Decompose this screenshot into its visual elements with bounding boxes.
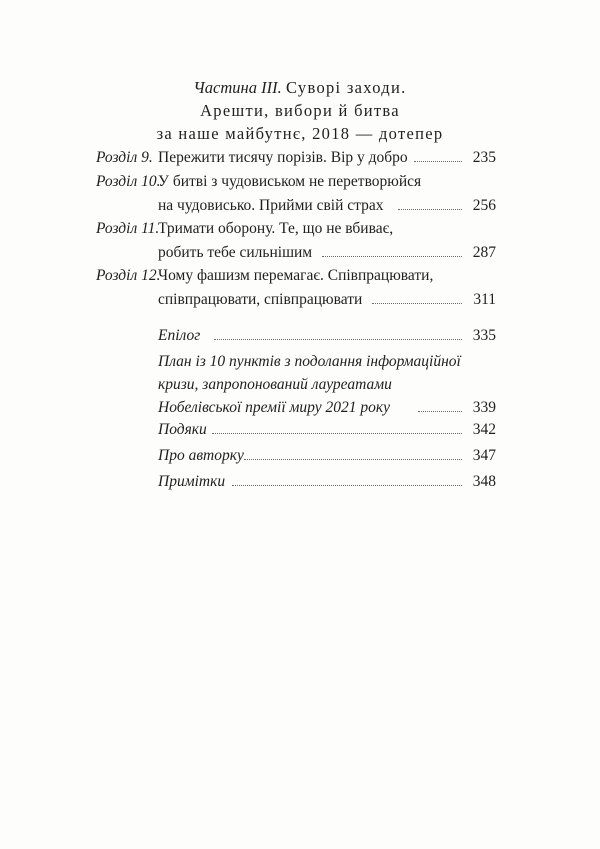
dot-leader	[398, 207, 462, 210]
page-number: 335	[472, 327, 496, 344]
chapter-label: Розділ 10.	[96, 173, 161, 190]
back-matter-title-line: кризи, запропонований лауреатами	[158, 376, 392, 393]
chapter-title-line: У битві з чудовиськом не перетворюйся	[158, 173, 422, 190]
back-matter-title-line: Епілог	[158, 327, 201, 344]
chapter-title-line: Тримати оборону. Те, що не вбиває,	[158, 220, 394, 237]
back-matter-title-line: Нобелівської премії миру 2021 року	[158, 399, 390, 416]
back-matter-title-line: Про авторку	[158, 447, 244, 464]
chapter-label: Розділ 9.	[96, 149, 153, 166]
page-number: 342	[472, 421, 496, 438]
chapter-title-line: Пережити тисячу порізів. Вір у добро	[158, 149, 408, 166]
dot-leader	[214, 337, 462, 340]
chapter-title-line: Чому фашизм перемагає. Співпрацювати,	[158, 267, 434, 284]
page-number: 339	[472, 399, 496, 416]
dot-leader	[232, 483, 462, 486]
part-label: Частина III.	[193, 78, 282, 97]
page-number: 287	[472, 244, 496, 261]
dot-leader	[372, 301, 462, 304]
back-matter-title-line: Примітки	[158, 473, 226, 490]
part-title-2: Арешти, вибори й битва	[200, 101, 400, 120]
page-number: 347	[472, 447, 496, 464]
page-number: 348	[472, 473, 496, 490]
chapter-title-line: робить тебе сильнішим	[158, 244, 313, 261]
chapter-title-line: співпрацювати, співпрацювати	[158, 291, 363, 308]
dot-leader	[418, 409, 462, 412]
part-heading-line-1	[0, 76, 600, 99]
part-title-1: Суворі заходи.	[286, 78, 407, 97]
page-number: 235	[472, 149, 496, 166]
back-matter-title-line: Подяки	[158, 421, 207, 438]
chapter-label: Розділ 12.	[96, 267, 161, 284]
dot-leader	[414, 159, 462, 162]
back-matter-title-line: План із 10 пунктів з подолання інформаційної	[158, 353, 461, 370]
dot-leader	[244, 457, 462, 460]
dot-leader	[322, 254, 462, 257]
part-heading	[0, 76, 600, 145]
chapter-title-line: на чудовисько. Прийми свій страх	[158, 197, 384, 214]
page-number: 256	[472, 197, 496, 214]
dot-leader	[212, 431, 462, 434]
chapter-label: Розділ 11.	[96, 220, 160, 237]
page-number: 311	[473, 291, 496, 308]
part-title-3: за наше майбутнє, 2018 — дотепер	[156, 124, 444, 143]
